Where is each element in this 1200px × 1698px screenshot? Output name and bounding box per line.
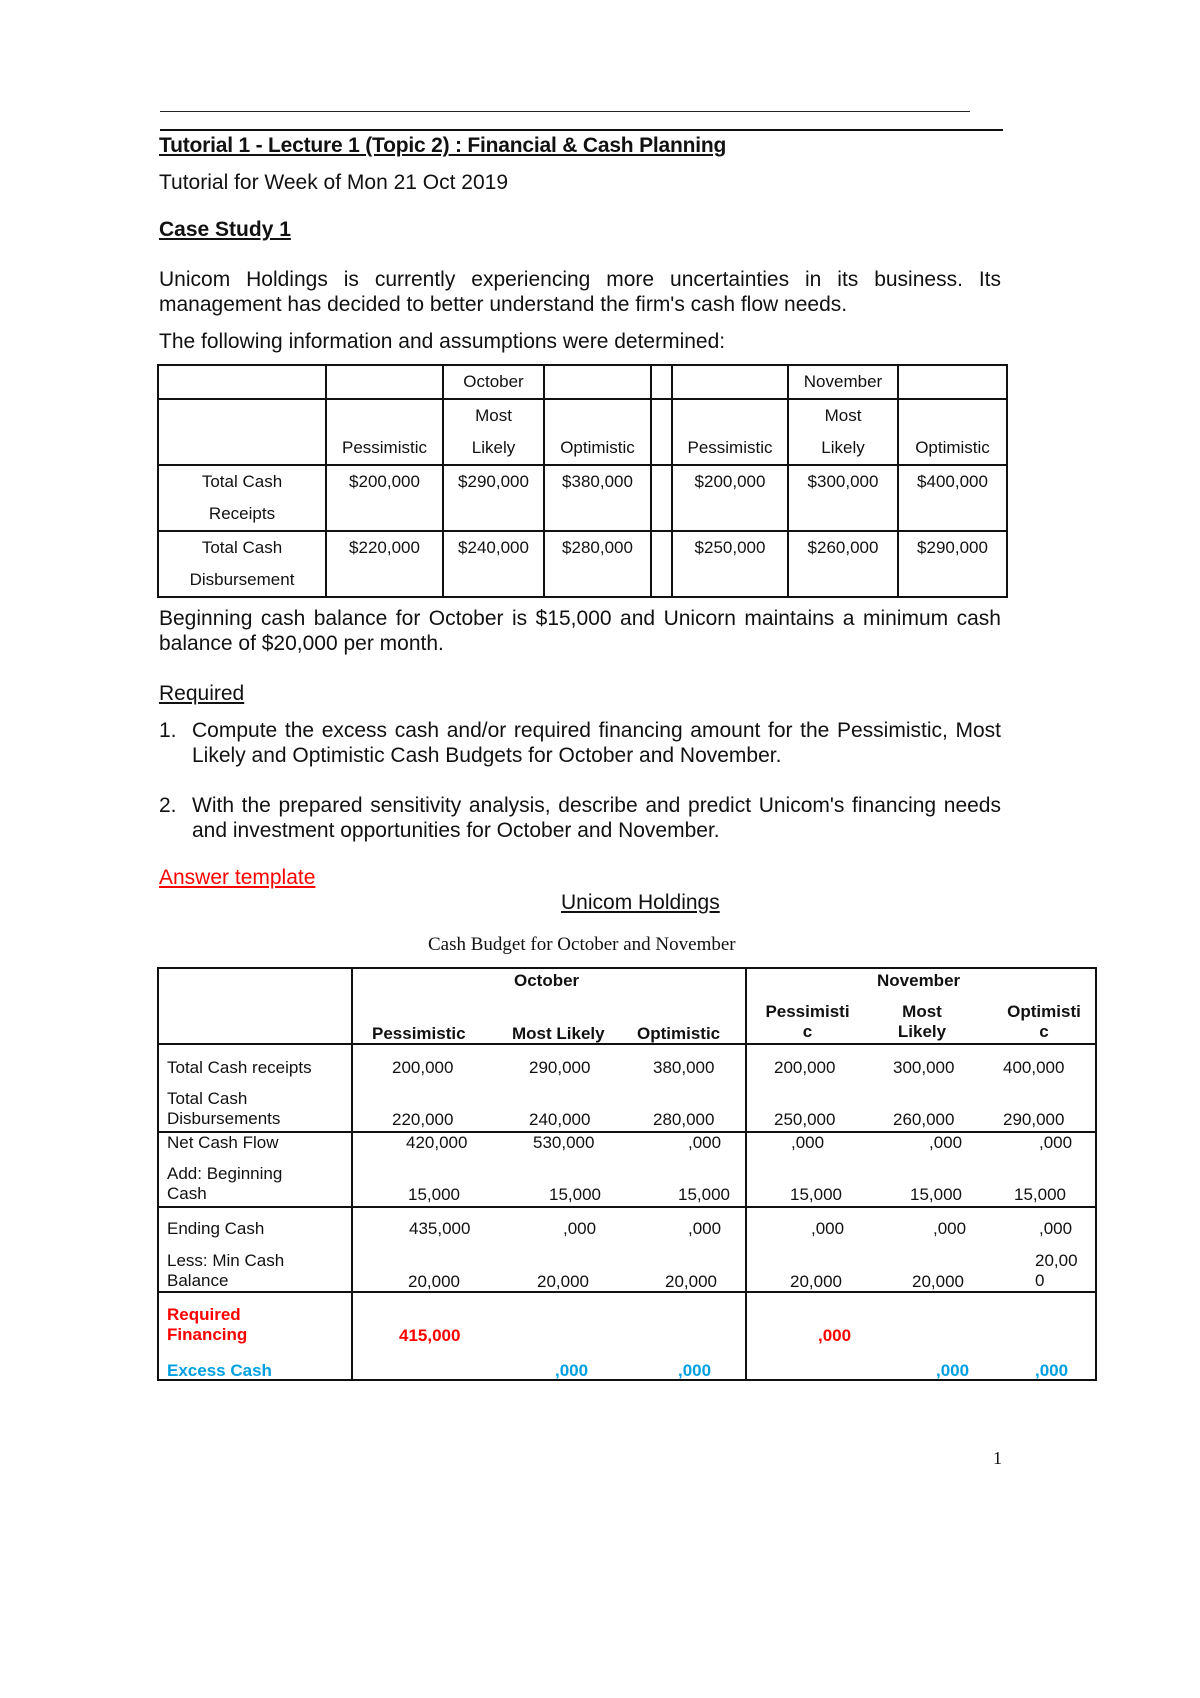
cell-value: 290,000 — [1003, 1110, 1065, 1129]
scenario-most-likely: Most Likely — [443, 399, 544, 465]
cell-value: 380,000 — [653, 1058, 715, 1077]
cash-budget-table — [157, 967, 1097, 1381]
list-text: Compute the excess cash and/or required financing amount for the Pessimistic, Most Likely and Optimistic Cash Budgets for October and November. — [192, 719, 1001, 767]
header-oct-pessimistic: Pessimistic — [372, 1024, 466, 1043]
row-divider — [159, 1206, 1095, 1208]
table-row — [158, 531, 1007, 597]
list-item — [159, 718, 1001, 768]
cell-value: 200,000 — [774, 1058, 836, 1077]
cell-value: 20,000 — [537, 1272, 589, 1291]
financing-value: 415,000 — [399, 1326, 461, 1345]
cell-value: $400,000 — [898, 465, 1007, 531]
header-november: November — [877, 971, 961, 990]
excess-value: ,000 — [555, 1361, 589, 1380]
cell-value: $200,000 — [672, 465, 788, 531]
row-label: Total Cash Receipts — [158, 465, 326, 531]
header-oct-optimistic: Optimistic — [637, 1024, 721, 1043]
list-item — [159, 793, 1001, 843]
row-label: Total Cash Disbursement — [158, 531, 326, 597]
cell-value: 250,000 — [774, 1110, 836, 1129]
scenario-pessimistic: Pessimistic — [326, 399, 443, 465]
cell-value: $260,000 — [788, 531, 898, 597]
list-number: 2. — [159, 794, 177, 817]
cell-value: ,000 — [688, 1219, 722, 1238]
header-nov-most-likely: Most Likely — [897, 1002, 947, 1041]
cell-value: $250,000 — [672, 531, 788, 597]
cell-value: 220,000 — [392, 1110, 454, 1129]
month-november: November — [788, 365, 898, 399]
cell-value: $380,000 — [544, 465, 651, 531]
cell-value: 15,000 — [549, 1185, 601, 1204]
cell-value: ,000 — [688, 1133, 722, 1152]
cell-value: $300,000 — [788, 465, 898, 531]
row-label-ending-cash: Ending Cash — [167, 1219, 265, 1238]
budget-title: Cash Budget for October and November — [428, 934, 736, 955]
assumptions-month-row — [158, 365, 1007, 399]
cell-value: $200,000 — [326, 465, 443, 531]
row-label-min-cash: Less: Min Cash Balance — [167, 1251, 285, 1290]
answer-template-heading: Answer template — [159, 866, 316, 889]
cell-value: $290,000 — [898, 531, 1007, 597]
header-rule-thin — [160, 111, 970, 112]
document-title: Tutorial 1 - Lecture 1 (Topic 2) : Financial & Cash Planning — [159, 134, 727, 157]
assumptions-scenario-row — [158, 399, 1007, 465]
row-label-required-financing: Required Financing — [167, 1305, 248, 1344]
cell-value: 20,000 — [408, 1272, 460, 1291]
row-label-disbursements: Total Cash Disbursements — [167, 1089, 281, 1128]
financing-value: ,000 — [818, 1326, 852, 1345]
document-subtitle: Tutorial for Week of Mon 21 Oct 2019 — [159, 171, 509, 194]
row-label-net-cash-flow: Net Cash Flow — [167, 1133, 279, 1152]
cell-value: 300,000 — [893, 1058, 955, 1077]
intro-paragraph: Unicom Holdings is currently experiencing more uncertainties in its business. Its management has decided to better understand the firm's cash flow needs. — [159, 268, 1001, 316]
cell-value: 200,000 — [392, 1058, 454, 1077]
cell-value: $240,000 — [443, 531, 544, 597]
cell-value: 20,000 — [665, 1272, 717, 1291]
case-study-heading: Case Study 1 — [159, 218, 291, 241]
cell-value: 240,000 — [529, 1110, 591, 1129]
scenario-pessimistic: Pessimistic — [672, 399, 788, 465]
excess-value: ,000 — [936, 1361, 970, 1380]
cell-value: ,000 — [1039, 1133, 1073, 1152]
cell-value: 530,000 — [533, 1133, 595, 1152]
cell-value: $220,000 — [326, 531, 443, 597]
cell-value: 290,000 — [529, 1058, 591, 1077]
header-nov-pessimistic: Pessimisti c — [765, 1002, 850, 1041]
cell-value: ,000 — [563, 1219, 597, 1238]
row-label-beginning-cash: Add: Beginning Cash — [167, 1164, 283, 1203]
month-october: October — [443, 365, 544, 399]
column-divider — [351, 969, 353, 1379]
company-name: Unicom Holdings — [561, 891, 720, 914]
page-number: 1 — [993, 1448, 1002, 1468]
header-nov-optimistic: Optimisti c — [1007, 1002, 1081, 1041]
list-number: 1. — [159, 719, 177, 742]
excess-value: ,000 — [678, 1361, 712, 1380]
table-row — [158, 465, 1007, 531]
cell-value: 20,000 — [912, 1272, 964, 1291]
balance-paragraph: Beginning cash balance for October is $15,000 and Unicorn maintains a minimum cash balance of $20,000 per month. — [159, 607, 1001, 655]
cell-value: 20,000 — [790, 1272, 842, 1291]
cell-value: 15,000 — [1014, 1185, 1066, 1204]
header-oct-most-likely: Most Likely — [512, 1024, 605, 1043]
list-text: With the prepared sensitivity analysis, describe and predict Unicom's financing needs and investment opportunities for October and November. — [192, 794, 1001, 842]
assumptions-lead: The following information and assumptions were determined: — [159, 330, 726, 353]
cell-value: 15,000 — [678, 1185, 730, 1204]
header-rule-thick — [160, 129, 1003, 131]
row-divider — [159, 1043, 1095, 1045]
cell-value: 15,000 — [408, 1185, 460, 1204]
cell-value: 15,000 — [790, 1185, 842, 1204]
cell-value: 280,000 — [653, 1110, 715, 1129]
cell-value: ,000 — [1039, 1219, 1073, 1238]
cell-value: 435,000 — [409, 1219, 471, 1238]
cell-value: ,000 — [791, 1133, 825, 1152]
cell-value: 260,000 — [893, 1110, 955, 1129]
cell-value: 20,00 0 — [1035, 1251, 1078, 1290]
required-heading: Required — [159, 682, 245, 705]
cell-value: ,000 — [929, 1133, 963, 1152]
row-label-excess-cash: Excess Cash — [167, 1361, 272, 1380]
scenario-optimistic: Optimistic — [544, 399, 651, 465]
cell-value: 420,000 — [406, 1133, 468, 1152]
row-label-receipts: Total Cash receipts — [167, 1058, 312, 1077]
cell-value: ,000 — [811, 1219, 845, 1238]
scenario-most-likely: Most Likely — [788, 399, 898, 465]
scenario-optimistic: Optimistic — [898, 399, 1007, 465]
excess-value: ,000 — [1035, 1361, 1069, 1380]
cell-value: 15,000 — [910, 1185, 962, 1204]
header-october: October — [514, 971, 580, 990]
column-divider — [745, 969, 747, 1379]
cell-value: $290,000 — [443, 465, 544, 531]
cell-value: 400,000 — [1003, 1058, 1065, 1077]
assumptions-table — [157, 364, 1008, 598]
cell-value: ,000 — [933, 1219, 967, 1238]
cell-value: $280,000 — [544, 531, 651, 597]
